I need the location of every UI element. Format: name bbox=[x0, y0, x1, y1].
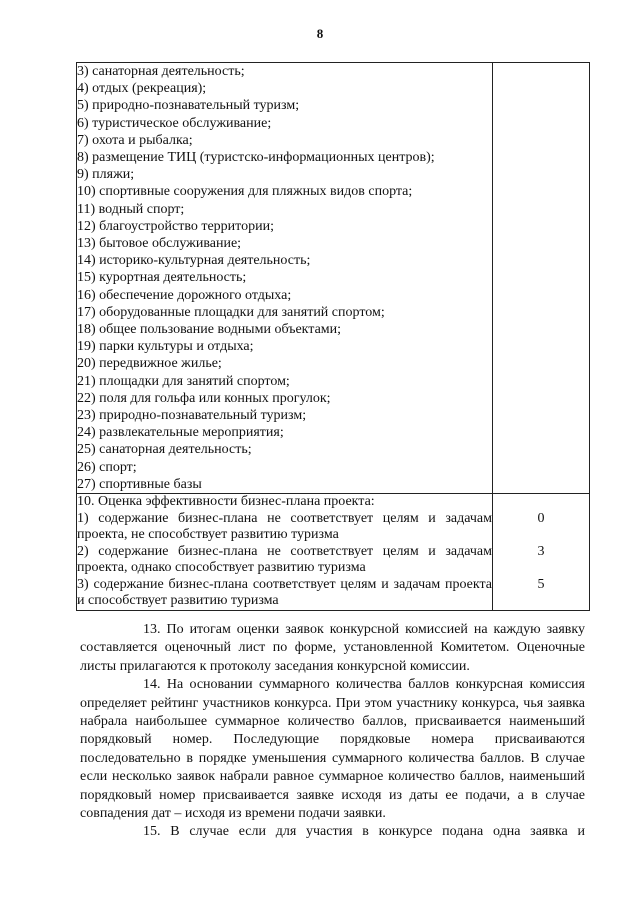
criterion-10-title: 10. Оценка эффективности бизнес-плана проекта: bbox=[77, 494, 375, 510]
table-row-criterion-10 bbox=[77, 494, 590, 611]
activity-item: 7) охота и рыбалка; bbox=[77, 132, 193, 148]
activity-item: 6) туристическое обслуживание; bbox=[77, 115, 272, 131]
activities-score-cell bbox=[493, 63, 590, 494]
criterion-10-option-1: 1) содержание бизнес-плана не соответствует целям и задачам проекта, не способствует развитию туризма bbox=[77, 510, 492, 543]
activity-item: 9) пляжи; bbox=[77, 167, 135, 183]
activity-item: 20) передвижное жилье; bbox=[77, 356, 222, 372]
activity-item: 4) отдых (рекреация); bbox=[77, 81, 207, 97]
activity-item: 25) санаторная деятельность; bbox=[77, 442, 252, 458]
score-option-3: 5 bbox=[537, 576, 545, 592]
activity-item: 19) парки культуры и отдыха; bbox=[77, 339, 254, 355]
paragraph-13: 13. По итогам оценки заявок конкурсной комиссией на каждую заявку составляется оценочный лист по форме, установленной Комитетом. Оценочные листы прилагаются к протоколу заседания конкурсной комиссии. bbox=[80, 622, 585, 674]
activity-item: 5) природно-познавательный туризм; bbox=[77, 98, 300, 114]
activity-item: 15) курортная деятельность; bbox=[77, 270, 247, 286]
activity-item: 10) спортивные сооружения для пляжных видов спорта; bbox=[77, 184, 413, 200]
activities-cell bbox=[77, 63, 493, 494]
activity-item: 23) природно-познавательный туризм; bbox=[77, 408, 307, 424]
activity-item: 14) историко-культурная деятельность; bbox=[77, 253, 311, 269]
activity-item: 11) водный спорт; bbox=[77, 201, 185, 217]
score-option-2: 3 bbox=[537, 543, 545, 559]
paragraph-14: 14. На основании суммарного количества баллов конкурсная комиссия определяет рейтинг участников конкурса. При этом участнику конкурса, чья заявка набрала наибольшее суммарное количество баллов, присваивается наименьший порядковый номер. Последующие порядковые номера присваиваются последовательно в порядке уменьшения суммарного количества баллов. В случае если несколько заявок набрали равное суммарное количество баллов, наименьший порядковый номер присваивается заявке исходя из даты ее подачи, а в случае совпадения дат – исходя из времени подачи заявки. bbox=[80, 677, 585, 822]
activity-item: 12) благоустройство территории; bbox=[77, 218, 274, 234]
activity-list bbox=[77, 63, 492, 493]
activity-item: 16) обеспечение дорожного отдыха; bbox=[77, 287, 292, 303]
activity-item: 21) площадки для занятий спортом; bbox=[77, 373, 290, 389]
criterion-10-option-3: 3) содержание бизнес-плана соответствует целям и задачам проекта и способствует развитию туризма bbox=[77, 576, 492, 609]
paragraph-15: 15. В случае если для участия в конкурсе подана одна заявка и bbox=[143, 824, 585, 840]
criterion-10-cell bbox=[77, 494, 493, 611]
table-row-activities bbox=[77, 63, 590, 494]
activity-item: 8) размещение ТИЦ (туристско-информационных центров); bbox=[77, 150, 435, 166]
activity-item: 18) общее пользование водными объектами; bbox=[77, 322, 342, 338]
activity-item: 13) бытовое обслуживание; bbox=[77, 236, 242, 252]
criterion-10-score-cell bbox=[493, 494, 590, 611]
activity-item: 26) спорт; bbox=[77, 459, 137, 475]
activity-item: 3) санаторная деятельность; bbox=[77, 64, 245, 79]
activity-item: 27) спортивные базы bbox=[77, 476, 202, 492]
body-text bbox=[80, 621, 585, 842]
activity-item: 17) оборудованные площадки для занятий спортом; bbox=[77, 304, 385, 320]
score-option-1: 0 bbox=[537, 510, 545, 526]
page-number: 8 bbox=[316, 26, 324, 41]
activity-item: 24) развлекательные мероприятия; bbox=[77, 425, 284, 441]
criterion-10-option-2: 2) содержание бизнес-плана не соответствует целям и задачам проекта, однако способствует развитию туризма bbox=[77, 543, 492, 576]
criteria-table bbox=[76, 62, 590, 611]
activity-item: 22) поля для гольфа или конных прогулок; bbox=[77, 390, 331, 406]
